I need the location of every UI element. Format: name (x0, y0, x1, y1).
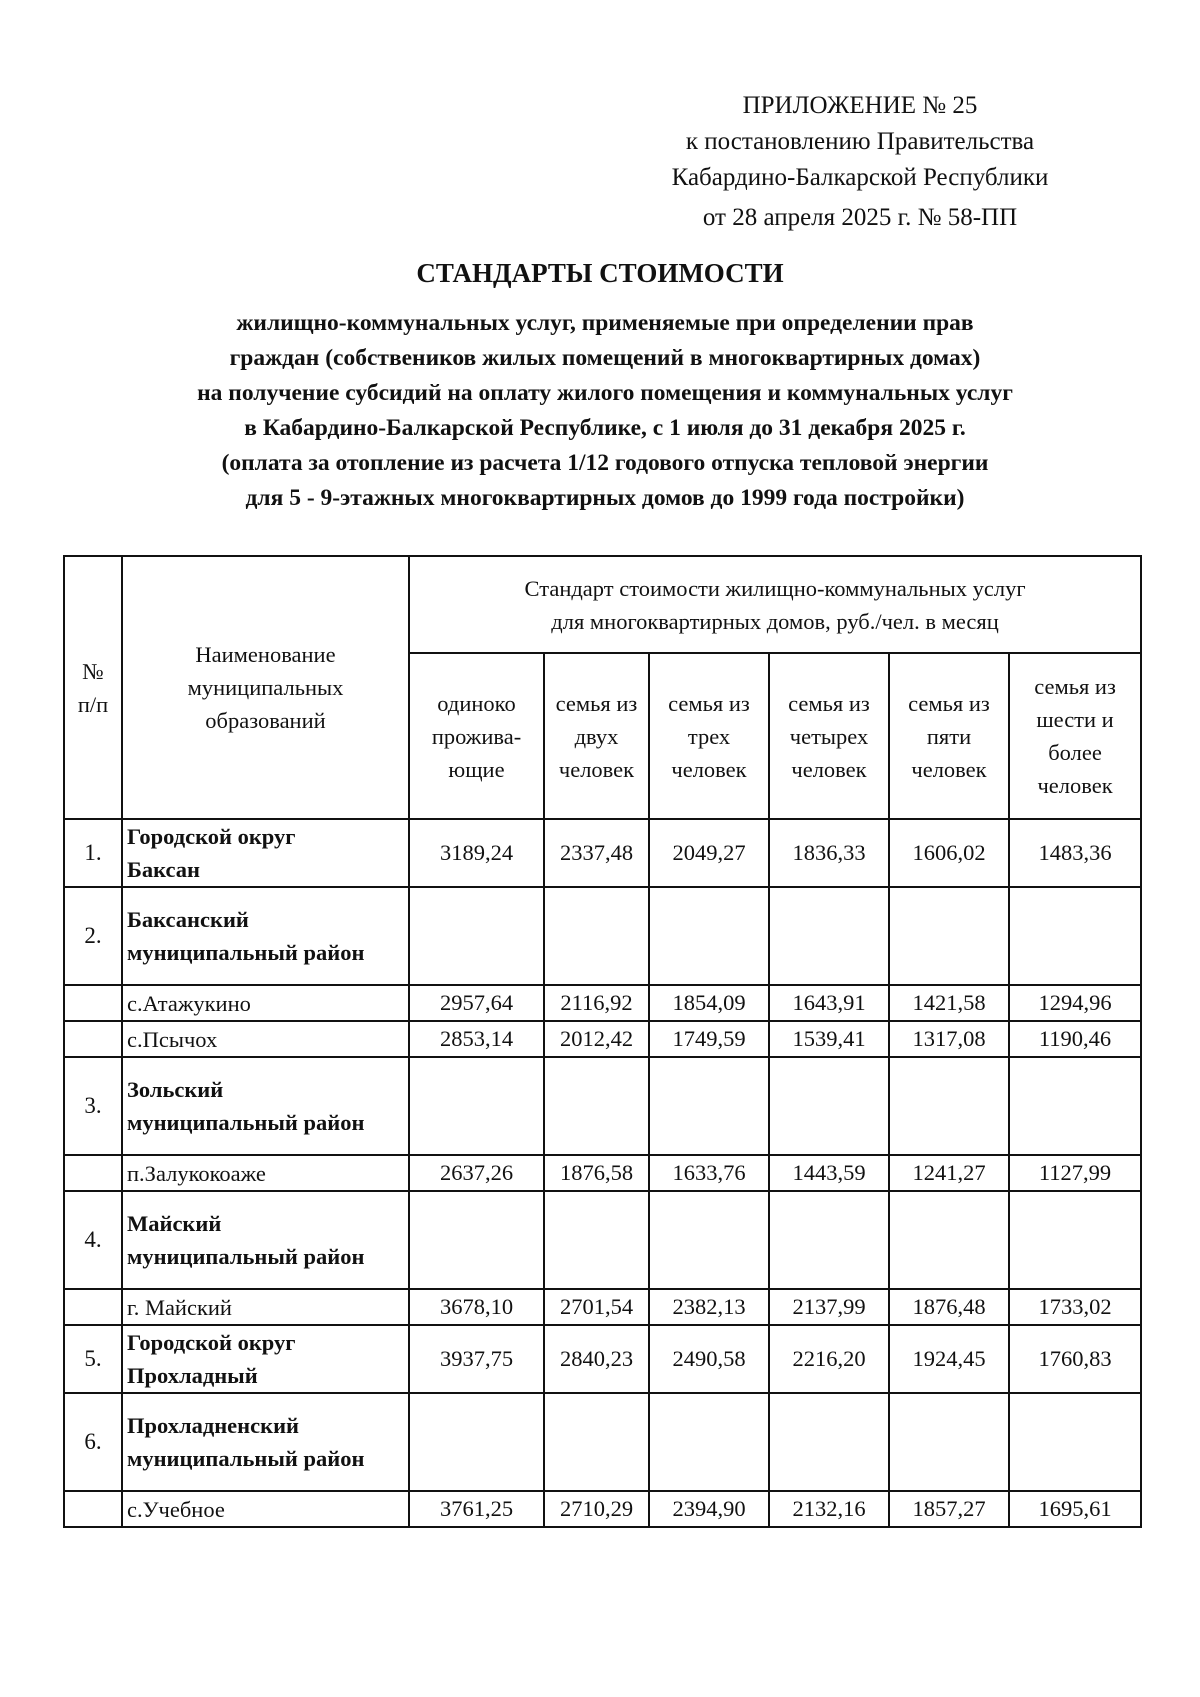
cost-value: 2012,42 (544, 1021, 649, 1057)
header-text: ющие (448, 756, 505, 782)
cost-value: 2490,58 (649, 1325, 769, 1393)
header-text: пяти (926, 723, 972, 749)
cost-value (889, 1393, 1009, 1491)
appendix-decree-ref: к постановлению Правительства (685, 128, 1035, 155)
name-line: муниципальный район (127, 1244, 365, 1269)
municipality-name (122, 1191, 409, 1289)
cost-value: 3189,24 (409, 819, 544, 887)
cost-value: 3937,75 (409, 1325, 544, 1393)
cost-value (889, 887, 1009, 985)
header-text: человек (911, 756, 987, 782)
municipality-name (122, 887, 409, 985)
name-line: Майский (127, 1211, 222, 1236)
subtitle-line: в Кабардино-Балкарской Республике, с 1 июля до 31 декабря 2025 г. (244, 415, 966, 441)
header-text: двух (574, 723, 619, 749)
municipality-name (122, 1155, 409, 1191)
cost-value (544, 887, 649, 985)
cost-value (409, 1057, 544, 1155)
cost-value (409, 1191, 544, 1289)
cost-value: 3678,10 (409, 1289, 544, 1325)
header-text: шести и (1036, 707, 1114, 732)
municipality-name (122, 819, 409, 887)
cost-value: 1190,46 (1009, 1021, 1141, 1057)
row-number: 2. (64, 887, 122, 985)
table-row (64, 1289, 1141, 1325)
cost-value: 1857,27 (889, 1491, 1009, 1527)
cost-value (889, 1191, 1009, 1289)
header-text: Стандарт стоимости жилищно-коммунальных услуг (524, 575, 1026, 601)
cost-value: 2394,90 (649, 1491, 769, 1527)
cost-value: 3761,25 (409, 1491, 544, 1527)
col-subheader (889, 653, 1009, 819)
table-row (64, 1057, 1141, 1155)
cost-value: 1760,83 (1009, 1325, 1141, 1393)
cost-value (769, 1393, 889, 1491)
row-number (64, 1289, 122, 1325)
subtitle-line: для 5 - 9-этажных многоквартирных домов до 1999 года постройки) (245, 485, 965, 511)
cost-value: 1695,61 (1009, 1491, 1141, 1527)
cost-value (649, 1393, 769, 1491)
cost-value: 2049,27 (649, 819, 769, 887)
cost-value (409, 887, 544, 985)
cost-value: 2853,14 (409, 1021, 544, 1057)
cost-value (1009, 1057, 1141, 1155)
municipality-name (122, 1325, 409, 1393)
cost-value: 2710,29 (544, 1491, 649, 1527)
cost-value (649, 1191, 769, 1289)
cost-value (769, 1191, 889, 1289)
municipality-name (122, 1021, 409, 1057)
header-text: прожива- (431, 723, 522, 749)
cost-value: 2382,13 (649, 1289, 769, 1325)
appendix-number: ПРИЛОЖЕНИЕ № 25 (742, 92, 978, 119)
name-line: Зольский (127, 1077, 224, 1102)
row-number: 5. (64, 1325, 122, 1393)
table-row (64, 887, 1141, 985)
municipality-name (122, 1491, 409, 1527)
name-line: с.Псычох (127, 1027, 218, 1052)
cost-value (544, 1191, 649, 1289)
col-subheader (409, 653, 544, 819)
header-text: семья из (908, 690, 990, 716)
cost-value: 1421,58 (889, 985, 1009, 1021)
subtitle-line: граждан (собствеников жилых помещений в многоквартирных домах) (229, 345, 981, 371)
cost-value: 2840,23 (544, 1325, 649, 1393)
cost-standards-table (63, 555, 1142, 1528)
page-title: СТАНДАРТЫ СТОИМОСТИ (416, 258, 784, 288)
cost-value: 1606,02 (889, 819, 1009, 887)
header-text: человек (791, 756, 867, 782)
cost-value (1009, 1393, 1141, 1491)
row-number (64, 1021, 122, 1057)
row-number (64, 985, 122, 1021)
col-number-header (64, 556, 122, 819)
row-number: 1. (64, 819, 122, 887)
cost-value (544, 1393, 649, 1491)
appendix-government: Кабардино-Балкарской Республики (671, 164, 1049, 191)
col-subheader (769, 653, 889, 819)
cost-value: 1876,48 (889, 1289, 1009, 1325)
municipality-name (122, 1057, 409, 1155)
table-row (64, 1393, 1141, 1491)
name-line: муниципальный район (127, 940, 365, 965)
municipality-name (122, 1289, 409, 1325)
cost-value: 1317,08 (889, 1021, 1009, 1057)
cost-value (769, 1057, 889, 1155)
header-text: человек (558, 756, 635, 782)
cost-value: 1127,99 (1009, 1155, 1141, 1191)
cost-value (1009, 887, 1141, 985)
name-line: Баксан (127, 857, 201, 882)
subtitle-line: (оплата за отопление из расчета 1/12 годового отпуска тепловой энергии (221, 450, 989, 476)
page-subtitle (60, 306, 1150, 516)
cost-value: 1924,45 (889, 1325, 1009, 1393)
header-text: семья из (788, 690, 870, 716)
cost-value: 1539,41 (769, 1021, 889, 1057)
cost-value (649, 887, 769, 985)
cost-value: 1749,59 (649, 1021, 769, 1057)
cost-value (544, 1057, 649, 1155)
col-subheader (1009, 653, 1141, 819)
name-line: г. Майский (127, 1295, 232, 1320)
table-row (64, 1155, 1141, 1191)
name-line: муниципальный район (127, 1110, 365, 1135)
cost-value: 2132,16 (769, 1491, 889, 1527)
group-header (409, 556, 1141, 653)
col-subheader (649, 653, 769, 819)
appendix-date: от 28 апреля 2025 г. № 58-ПП (702, 204, 1018, 231)
header-text: семья из (1034, 674, 1116, 699)
cost-value: 2137,99 (769, 1289, 889, 1325)
name-line: Прохладный (127, 1363, 258, 1388)
cost-value: 1294,96 (1009, 985, 1141, 1021)
cost-value: 2116,92 (544, 985, 649, 1021)
cost-value: 1483,36 (1009, 819, 1141, 887)
cost-value (889, 1057, 1009, 1155)
table-row (64, 1021, 1141, 1057)
table-row (64, 1191, 1141, 1289)
header-text: для многоквартирных домов, руб./чел. в месяц (551, 608, 999, 634)
cost-value: 1443,59 (769, 1155, 889, 1191)
cost-value: 1643,91 (769, 985, 889, 1021)
col-name-header (122, 556, 409, 819)
table-row (64, 1491, 1141, 1527)
header-text: муниципальных (187, 675, 344, 700)
cost-value: 1633,76 (649, 1155, 769, 1191)
cost-value: 2337,48 (544, 819, 649, 887)
header-text: четырех (789, 723, 869, 749)
cost-value: 2957,64 (409, 985, 544, 1021)
cost-value: 2637,26 (409, 1155, 544, 1191)
table-row (64, 1325, 1141, 1393)
name-line: с.Учебное (127, 1497, 225, 1522)
cost-value (1009, 1191, 1141, 1289)
header-text: человек (1037, 773, 1113, 798)
municipality-name (122, 1393, 409, 1491)
name-line: Баксанский (127, 907, 249, 932)
header-text: семья из (668, 690, 750, 716)
cost-value (409, 1393, 544, 1491)
name-line: Городской округ (127, 1330, 296, 1355)
cost-value: 2701,54 (544, 1289, 649, 1325)
row-number (64, 1491, 122, 1527)
cost-value (769, 887, 889, 985)
header-text: Наименование (195, 642, 336, 667)
cost-value: 2216,20 (769, 1325, 889, 1393)
municipality-name (122, 985, 409, 1021)
name-line: Городской округ (127, 824, 296, 849)
table-row (64, 985, 1141, 1021)
cost-value: 1836,33 (769, 819, 889, 887)
header-text: одиноко (437, 690, 516, 716)
subtitle-line: жилищно-коммунальных услуг, применяемые при определении прав (236, 310, 974, 336)
cost-value: 1241,27 (889, 1155, 1009, 1191)
row-number: 6. (64, 1393, 122, 1491)
row-number (64, 1155, 122, 1191)
name-line: Прохладненский (127, 1413, 300, 1438)
name-line: п.Залукокоаже (127, 1161, 266, 1186)
name-line: муниципальный район (127, 1446, 365, 1471)
cost-value: 1876,58 (544, 1155, 649, 1191)
cost-value: 1733,02 (1009, 1289, 1141, 1325)
table-row (64, 819, 1141, 887)
cost-value: 1854,09 (649, 985, 769, 1021)
header-text: человек (671, 756, 747, 782)
row-number: 3. (64, 1057, 122, 1155)
name-line: с.Атажукино (127, 991, 251, 1016)
header-text: образований (205, 708, 326, 733)
row-number: 4. (64, 1191, 122, 1289)
header-text: более (1048, 740, 1102, 765)
subtitle-line: на получение субсидий на оплату жилого помещения и коммунальных услуг (197, 380, 1013, 406)
header-text: № (82, 658, 104, 684)
header-text: семья из (555, 690, 638, 716)
col-subheader (544, 653, 649, 819)
header-text: п/п (77, 691, 109, 717)
header-text: трех (687, 723, 731, 749)
cost-value (649, 1057, 769, 1155)
